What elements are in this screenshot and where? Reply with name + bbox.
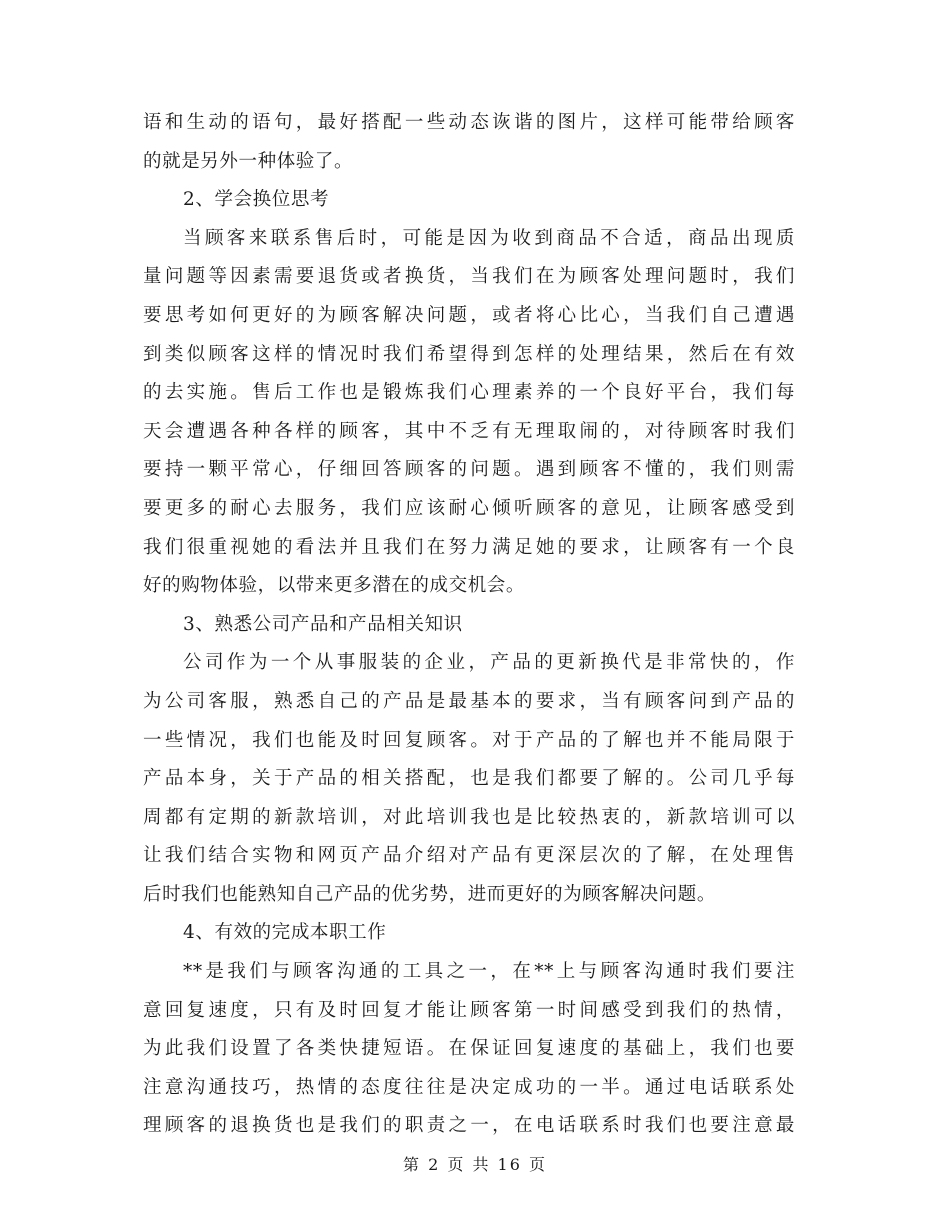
body-line: 产品本身，关于产品的相关搭配，也是我们都要了解的。公司几乎每 xyxy=(143,768,795,790)
page-number-footer: 第 2 页 共 16 页 xyxy=(403,1155,547,1174)
body-line: 的去实施。售后工作也是锻炼我们心理素养的一个良好平台，我们每 xyxy=(143,382,795,404)
document-body xyxy=(143,104,795,1146)
body-line: 注意沟通技巧，热情的态度往往是决定成功的一半。通过电话联系处 xyxy=(143,1076,795,1098)
body-line: 要思考如何更好的为顾客解决问题，或者将心比心，当我们自己遭遇 xyxy=(143,304,795,326)
section-heading-4: 4、有效的完成本职工作 xyxy=(183,922,387,944)
body-line: 理顾客的退换货也是我们的职责之一，在电话联系时我们也要注意最 xyxy=(143,1115,795,1137)
body-line: 为公司客服，熟悉自己的产品是最基本的要求，当有顾客问到产品的 xyxy=(143,690,795,712)
body-line: 意回复速度，只有及时回复才能让顾客第一时间感受到我们的热情， xyxy=(143,999,795,1021)
body-line: 后时我们也能熟知自己产品的优劣势，进而更好的为顾客解决问题。 xyxy=(143,883,717,905)
section-heading-3: 3、熟悉公司产品和产品相关知识 xyxy=(183,613,463,635)
body-line: 为此我们设置了各类快捷短语。在保证回复速度的基础上，我们也要 xyxy=(143,1038,795,1060)
body-line: 我们很重视她的看法并且我们在努力满足她的要求，让顾客有一个良 xyxy=(143,536,795,558)
body-line: 的就是另外一种体验了。 xyxy=(143,150,354,172)
paragraph-first-line: 当顾客来联系售后时，可能是因为收到商品不合适，商品出现质 xyxy=(183,227,795,249)
body-line: 一些情况，我们也能及时回复顾客。对于产品的了解也并不能局限于 xyxy=(143,729,795,751)
body-line: 要持一颗平常心，仔细回答顾客的问题。遇到顾客不懂的，我们则需 xyxy=(143,459,795,481)
section-heading-2: 2、学会换位思考 xyxy=(183,189,330,211)
body-line: 好的购物体验，以带来更多潜在的成交机会。 xyxy=(143,575,526,597)
body-line: 周都有定期的新款培训，对此培训我也是比较热衷的，新款培训可以 xyxy=(143,806,795,828)
body-line: 到类似顾客这样的情况时我们希望得到怎样的处理结果，然后在有效 xyxy=(143,343,795,365)
body-line: 要更多的耐心去服务，我们应该耐心倾听顾客的意见，让顾客感受到 xyxy=(143,497,795,519)
body-line: 语和生动的语句，最好搭配一些动态诙谐的图片，这样可能带给顾客 xyxy=(143,112,795,133)
body-line: 量问题等因素需要退货或者换货，当我们在为顾客处理问题时，我们 xyxy=(143,266,795,288)
paragraph-first-line: 公司作为一个从事服装的企业，产品的更新换代是非常快的，作 xyxy=(183,652,795,674)
body-line: 让我们结合实物和网页产品介绍对产品有更深层次的了解，在处理售 xyxy=(143,845,795,867)
body-line: 天会遭遇各种各样的顾客，其中不乏有无理取闹的，对待顾客时我们 xyxy=(143,420,795,442)
paragraph-first-line: **是我们与顾客沟通的工具之一，在**上与顾客沟通时我们要注 xyxy=(183,961,795,983)
